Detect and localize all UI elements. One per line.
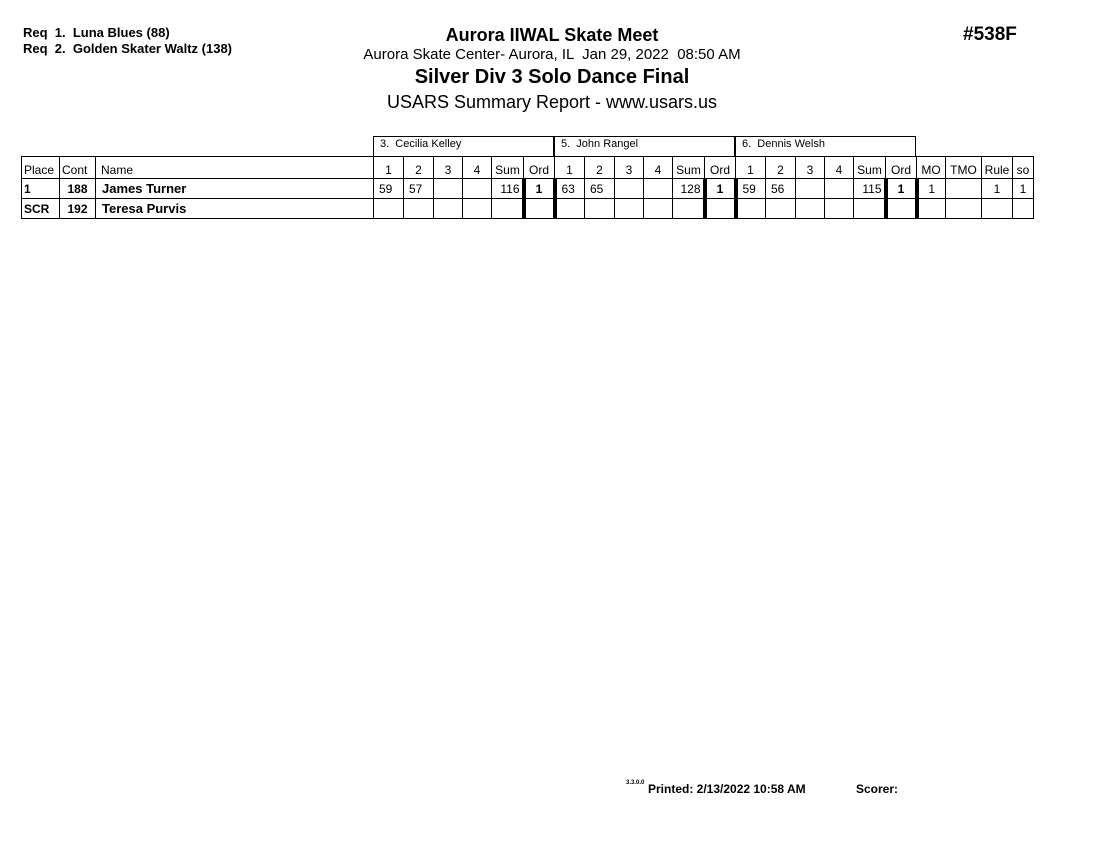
col-cont: Cont: [60, 157, 96, 179]
col-judge2-score1: 1: [555, 157, 585, 179]
ord-cell: 1: [524, 179, 555, 199]
col-name: Name: [96, 157, 374, 179]
tmo-cell: [946, 199, 982, 219]
event-title: Silver Div 3 Solo Dance Final: [414, 66, 690, 88]
meet-title: Aurora IIWAL Skate Meet: [445, 25, 659, 45]
place-cell: 1: [22, 179, 60, 199]
score-cell: [434, 179, 463, 199]
table-row: [22, 179, 1034, 199]
table-header-row: [22, 157, 1034, 179]
report-title: USARS Summary Report - www.usars.us: [386, 92, 718, 112]
rule-cell: 1: [982, 179, 1013, 199]
so-cell: 1: [1013, 179, 1034, 199]
col-judge1-score2: 2: [404, 157, 434, 179]
rule-cell: [982, 199, 1013, 219]
score-cell: [585, 199, 615, 219]
ord-cell: [886, 199, 917, 219]
score-cell: [825, 179, 854, 199]
score-cell: [644, 179, 673, 199]
score-cell: 63: [555, 179, 585, 199]
score-cell: 57: [404, 179, 434, 199]
cont-cell: 192: [60, 199, 96, 219]
col-judge3-score2: 2: [766, 157, 796, 179]
scorer-label: Scorer:: [856, 782, 899, 796]
col-judge2-score4: 4: [644, 157, 673, 179]
score-cell: [463, 179, 492, 199]
score-cell: 59: [374, 179, 404, 199]
sum-cell: 128: [673, 179, 705, 199]
judge-name-3: 6. Dennis Welsh: [735, 136, 916, 156]
printed-timestamp: Printed: 2/13/2022 10:58 AM: [648, 782, 806, 796]
col-place: Place: [22, 157, 60, 179]
col-judge2-score3: 3: [615, 157, 644, 179]
sum-cell: [673, 199, 705, 219]
score-cell: 56: [766, 179, 796, 199]
score-cell: [615, 179, 644, 199]
col-judge2-score2: 2: [585, 157, 615, 179]
col-judge3-ord: Ord: [886, 157, 917, 179]
skater-name-cell: James Turner: [96, 179, 374, 199]
score-cell: [374, 199, 404, 219]
col-judge3-score3: 3: [796, 157, 825, 179]
sum-cell: [854, 199, 886, 219]
sum-cell: [492, 199, 524, 219]
judge-name-1: 3. Cecilia Kelley: [373, 136, 554, 156]
event-number: #538F: [963, 24, 1017, 45]
score-cell: [766, 199, 796, 219]
score-cell: [796, 199, 825, 219]
score-cell: [644, 199, 673, 219]
results-table: [21, 156, 1034, 219]
report-header: [302, 24, 802, 114]
ord-cell: 1: [705, 179, 736, 199]
score-cell: 59: [736, 179, 766, 199]
col-judge3-score4: 4: [825, 157, 854, 179]
col-judge3-sum: Sum: [854, 157, 886, 179]
requirement-1: Req 1. Luna Blues (88): [23, 25, 170, 40]
tmo-cell: [946, 179, 982, 199]
col-judge2-sum: Sum: [673, 157, 705, 179]
score-cell: [404, 199, 434, 219]
col-mo: MO: [917, 157, 946, 179]
software-version: 3.3.0.0: [626, 780, 645, 786]
ord-cell: [705, 199, 736, 219]
ord-cell: 1: [886, 179, 917, 199]
table-row: [22, 199, 1034, 219]
judge-name-2: 5. John Rangel: [554, 136, 735, 156]
col-tmo: TMO: [946, 157, 982, 179]
score-cell: [615, 199, 644, 219]
ord-cell: [524, 199, 555, 219]
col-judge1-score3: 3: [434, 157, 463, 179]
requirement-2: Req 2. Golden Skater Waltz (138): [23, 41, 233, 56]
score-cell: [825, 199, 854, 219]
score-cell: [434, 199, 463, 219]
score-cell: 65: [585, 179, 615, 199]
col-so: so: [1013, 157, 1034, 179]
score-cell: [463, 199, 492, 219]
col-judge2-ord: Ord: [705, 157, 736, 179]
sum-cell: 116: [492, 179, 524, 199]
place-cell: SCR: [22, 199, 60, 219]
requirements-list: [23, 25, 232, 57]
col-judge1-sum: Sum: [492, 157, 524, 179]
col-judge1-score4: 4: [463, 157, 492, 179]
col-judge1-ord: Ord: [524, 157, 555, 179]
score-cell: [796, 179, 825, 199]
venue-date: Aurora Skate Center- Aurora, IL Jan 29, 2022 08:50 AM: [363, 46, 741, 63]
mo-cell: [917, 199, 946, 219]
col-judge1-score1: 1: [374, 157, 404, 179]
score-cell: [736, 199, 766, 219]
cont-cell: 188: [60, 179, 96, 199]
score-cell: [555, 199, 585, 219]
col-rule: Rule: [982, 157, 1013, 179]
sum-cell: 115: [854, 179, 886, 199]
mo-cell: 1: [917, 179, 946, 199]
so-cell: [1013, 199, 1034, 219]
col-judge3-score1: 1: [736, 157, 766, 179]
skater-name-cell: Teresa Purvis: [96, 199, 374, 219]
